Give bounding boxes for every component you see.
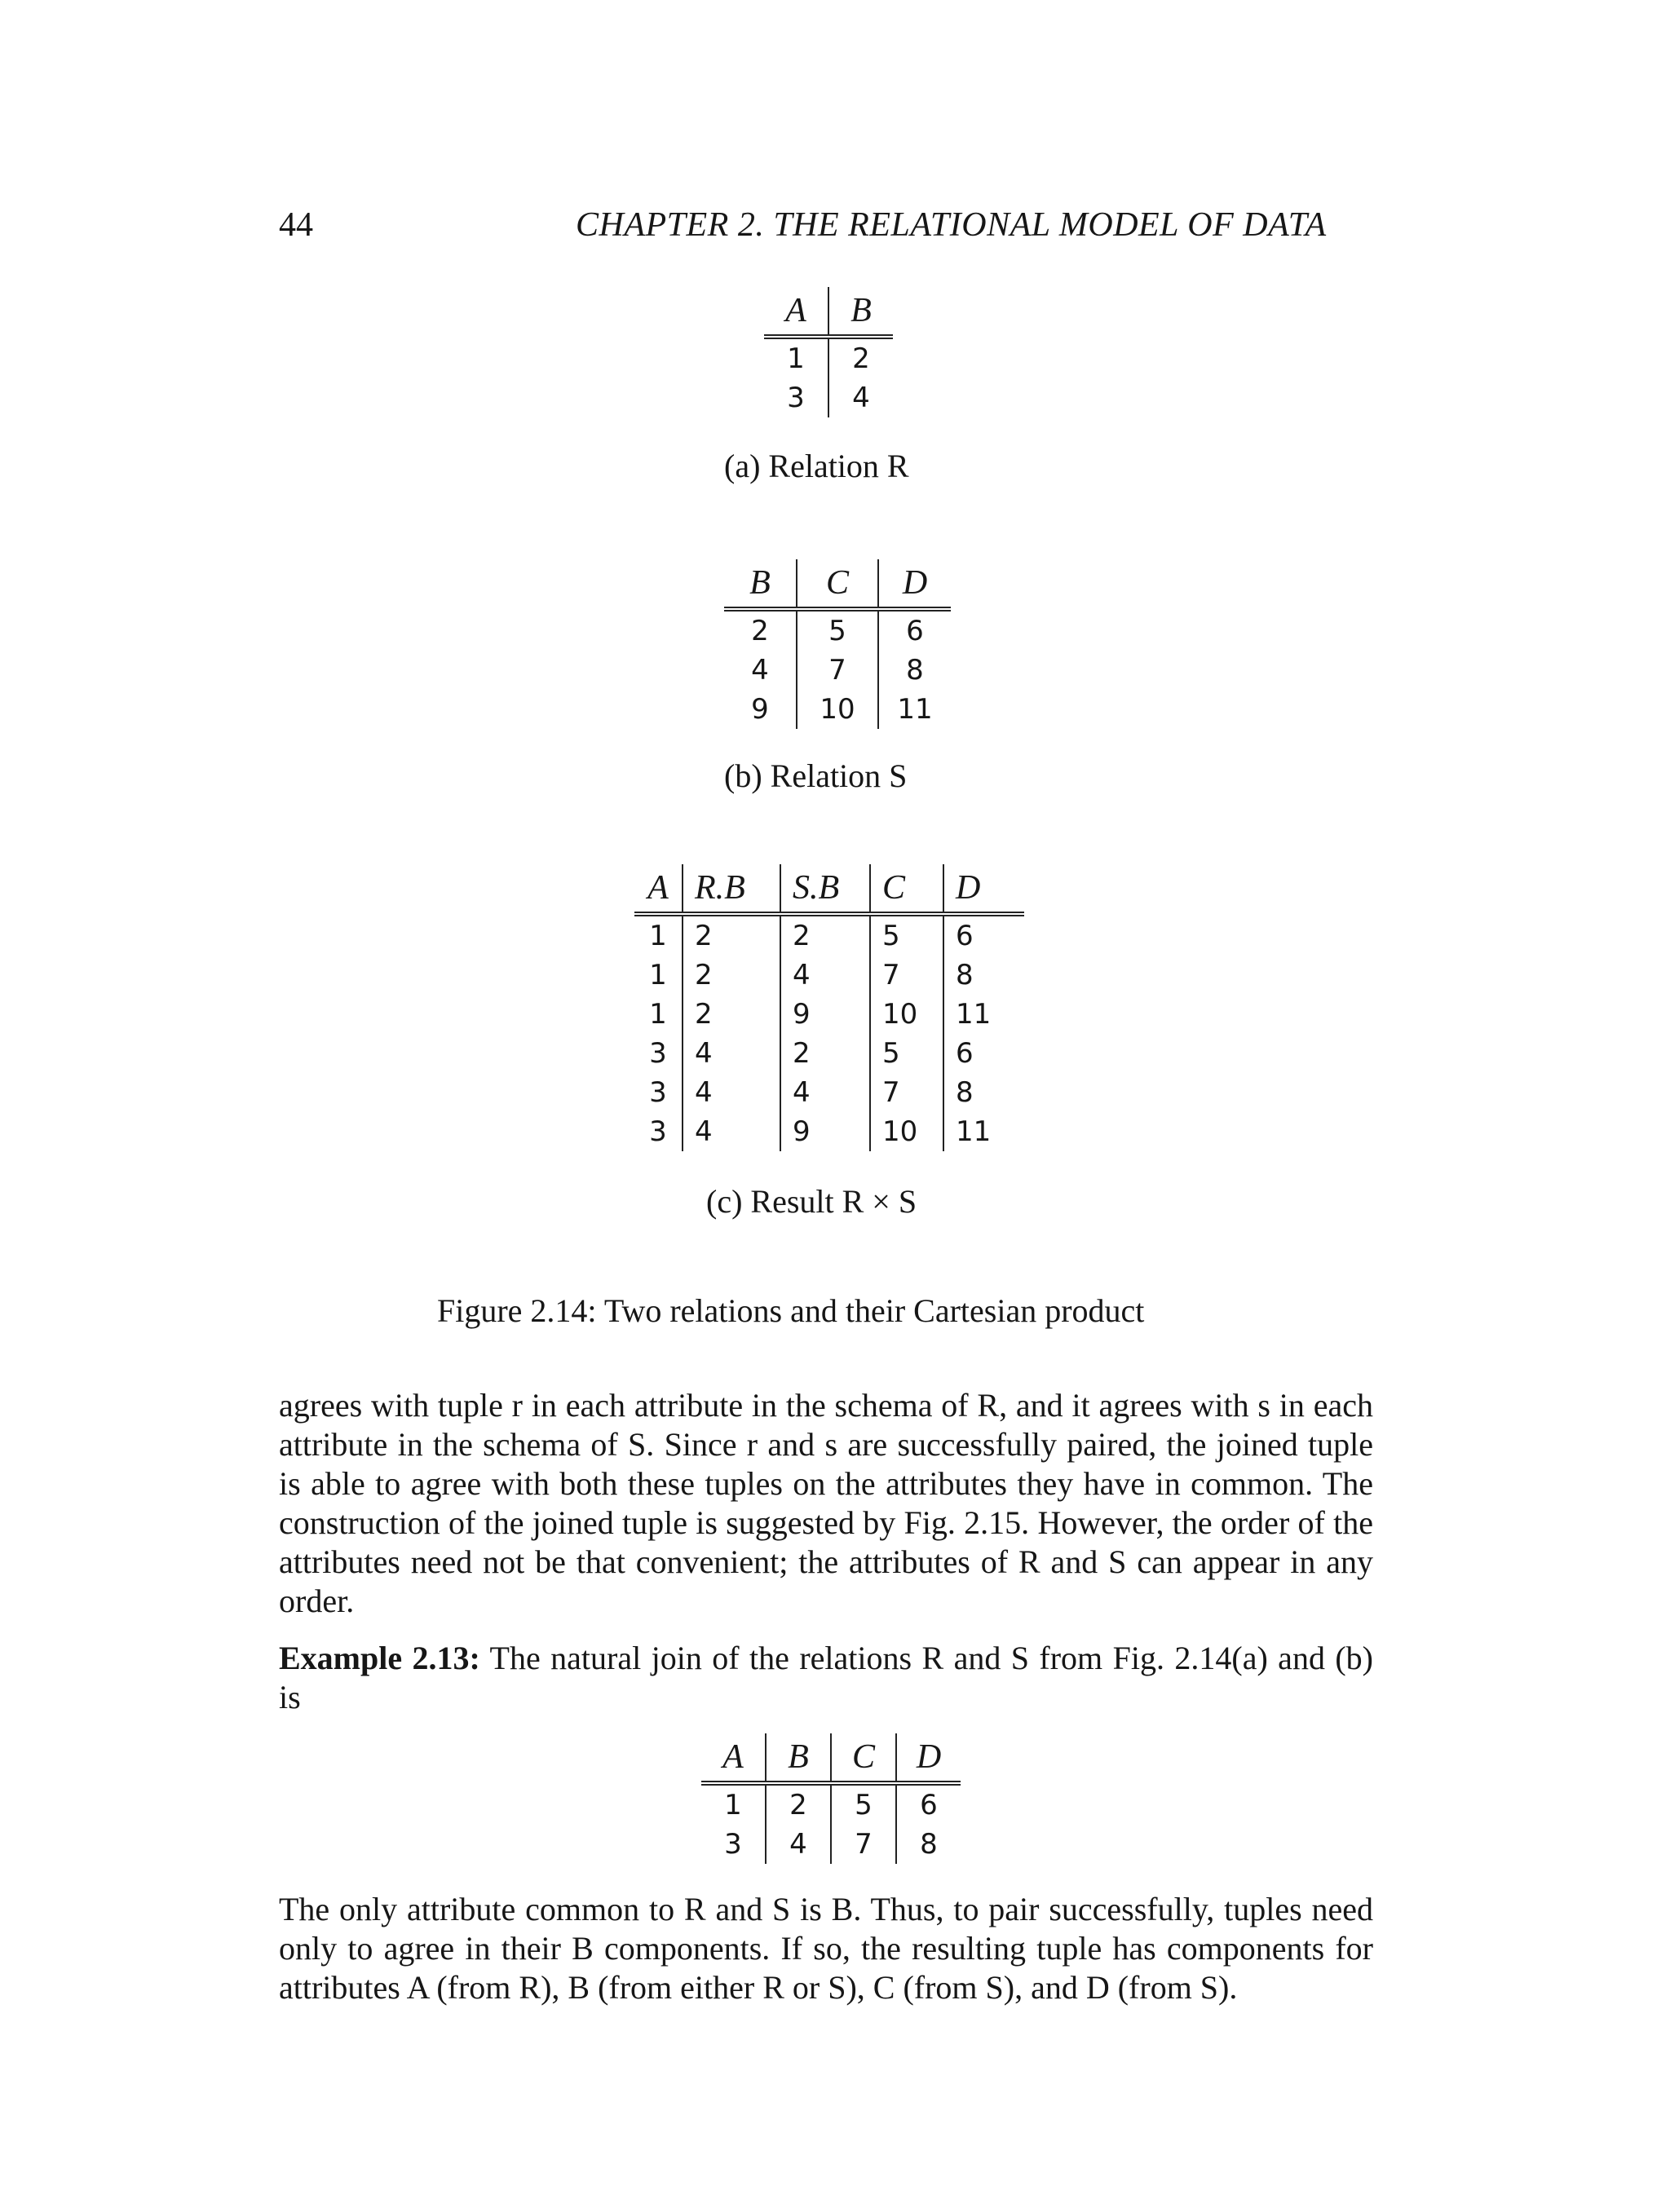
table-header-cell: B <box>766 1733 831 1783</box>
body-paragraph: The only attribute common to R and S is B. Thus, to pair successfully, tuples need only to agree in their B components. If so, the resulting tuple has components for attributes A (from R), B (from either R or S), C (from S), and D (from S). <box>279 1891 1373 2006</box>
table-cell: 1 <box>649 998 667 1031</box>
table-header-cell: D <box>878 559 951 609</box>
table-cell: 7 <box>797 651 878 690</box>
table-row <box>724 609 951 651</box>
table-header-cell: A <box>634 864 683 914</box>
natural-join-table <box>701 1733 961 1864</box>
table-header-cell: D <box>896 1733 961 1783</box>
table-cell: 11 <box>943 1112 1024 1151</box>
table-cell: 3 <box>649 1037 667 1070</box>
table-cell: 2 <box>780 914 870 956</box>
table-cell: 6 <box>943 1034 1024 1073</box>
table-cell: 2 <box>766 1783 831 1825</box>
table-cell: 4 <box>780 1073 870 1112</box>
table-cell: 5 <box>870 1034 943 1073</box>
table-cell: 9 <box>780 1112 870 1151</box>
table-row <box>634 1034 1024 1073</box>
table-header-cell: A <box>764 287 828 337</box>
table-cell: 4 <box>780 956 870 995</box>
table-cell: 8 <box>943 1073 1024 1112</box>
relation-r-table <box>764 287 893 417</box>
table-header-cell: R.B <box>683 864 780 914</box>
table-cell: 11 <box>943 995 1024 1034</box>
table-header-cell: D <box>943 864 1024 914</box>
table-cell: 6 <box>943 914 1024 956</box>
example-text: The natural join of the relations R and S from Fig. 2.14(a) and (b) is <box>279 1640 1374 1715</box>
table-row <box>634 914 1024 956</box>
table-cell: 2 <box>683 995 780 1034</box>
table-cell: 6 <box>896 1783 961 1825</box>
table-row <box>634 1073 1024 1112</box>
table-cell: 10 <box>870 995 943 1034</box>
running-head: CHAPTER 2. THE RELATIONAL MODEL OF DATA <box>576 206 1327 244</box>
subfigure-caption-b: (b) Relation S <box>724 757 908 794</box>
cartesian-product-table <box>634 864 1024 1151</box>
table-cell: 7 <box>870 1073 943 1112</box>
page-number: 44 <box>279 206 313 244</box>
table-header-cell: C <box>797 559 878 609</box>
table-cell: 4 <box>766 1825 831 1864</box>
table-cell: 10 <box>870 1112 943 1151</box>
table-cell: 5 <box>831 1783 896 1825</box>
table-cell: 8 <box>943 956 1024 995</box>
table-cell: 2 <box>683 914 780 956</box>
subfigure-caption-c: (c) Result R × S <box>706 1183 917 1220</box>
table-cell: 1 <box>787 342 805 375</box>
table-row <box>724 651 951 690</box>
figure-caption: Figure 2.14: Two relations and their Cartesian product <box>437 1292 1145 1329</box>
table-cell: 11 <box>878 690 951 729</box>
example-label: Example 2.13: <box>279 1640 480 1676</box>
table-row <box>724 690 951 729</box>
table-cell: 1 <box>649 920 667 952</box>
table-cell: 3 <box>787 382 805 414</box>
table-cell: 4 <box>683 1112 780 1151</box>
table-cell: 3 <box>649 1076 667 1109</box>
table-cell: 4 <box>683 1073 780 1112</box>
table-row <box>634 1112 1024 1151</box>
subfigure-caption-a: (a) Relation R <box>724 448 909 484</box>
table-cell: 10 <box>797 690 878 729</box>
table-header-cell: S.B <box>780 864 870 914</box>
table-cell: 3 <box>724 1828 742 1861</box>
table-header-cell: B <box>724 559 797 609</box>
body-paragraph: agrees with tuple r in each attribute in the schema of R, and it agrees with s in each attribute in the schema of S. Since r and s are successfully paired, the joined tuple is able to agree with both these tuples on the attributes they have in common. The construction of the joined tuple is suggested by Fig. 2.15. However, the order of the attributes need not be that convenient; the attributes of R and S can appear in any order. <box>279 1387 1373 1619</box>
table-cell: 7 <box>831 1825 896 1864</box>
table-cell: 4 <box>751 654 769 687</box>
table-cell: 5 <box>870 914 943 956</box>
table-header-cell: C <box>870 864 943 914</box>
table-cell: 8 <box>878 651 951 690</box>
table-cell: 2 <box>828 337 893 378</box>
table-cell: 1 <box>724 1789 742 1821</box>
table-cell: 7 <box>870 956 943 995</box>
table-cell: 8 <box>896 1825 961 1864</box>
table-cell: 1 <box>649 959 667 991</box>
table-header-cell: B <box>828 287 893 337</box>
table-cell: 3 <box>649 1115 667 1148</box>
table-cell: 5 <box>797 609 878 651</box>
table-row <box>764 337 893 378</box>
table-cell: 9 <box>780 995 870 1034</box>
table-cell: 4 <box>683 1034 780 1073</box>
relation-s-table <box>724 559 951 729</box>
table-cell: 4 <box>828 378 893 417</box>
table-header-cell: C <box>831 1733 896 1783</box>
table-cell: 2 <box>751 615 769 647</box>
example-paragraph <box>279 1639 1373 1717</box>
table-row <box>634 956 1024 995</box>
table-row <box>701 1783 961 1825</box>
table-cell: 9 <box>751 693 769 726</box>
table-row <box>634 995 1024 1034</box>
table-row <box>701 1825 961 1864</box>
table-cell: 2 <box>780 1034 870 1073</box>
table-cell: 2 <box>683 956 780 995</box>
table-row <box>764 378 893 417</box>
table-cell: 6 <box>878 609 951 651</box>
table-header-cell: A <box>701 1733 766 1783</box>
